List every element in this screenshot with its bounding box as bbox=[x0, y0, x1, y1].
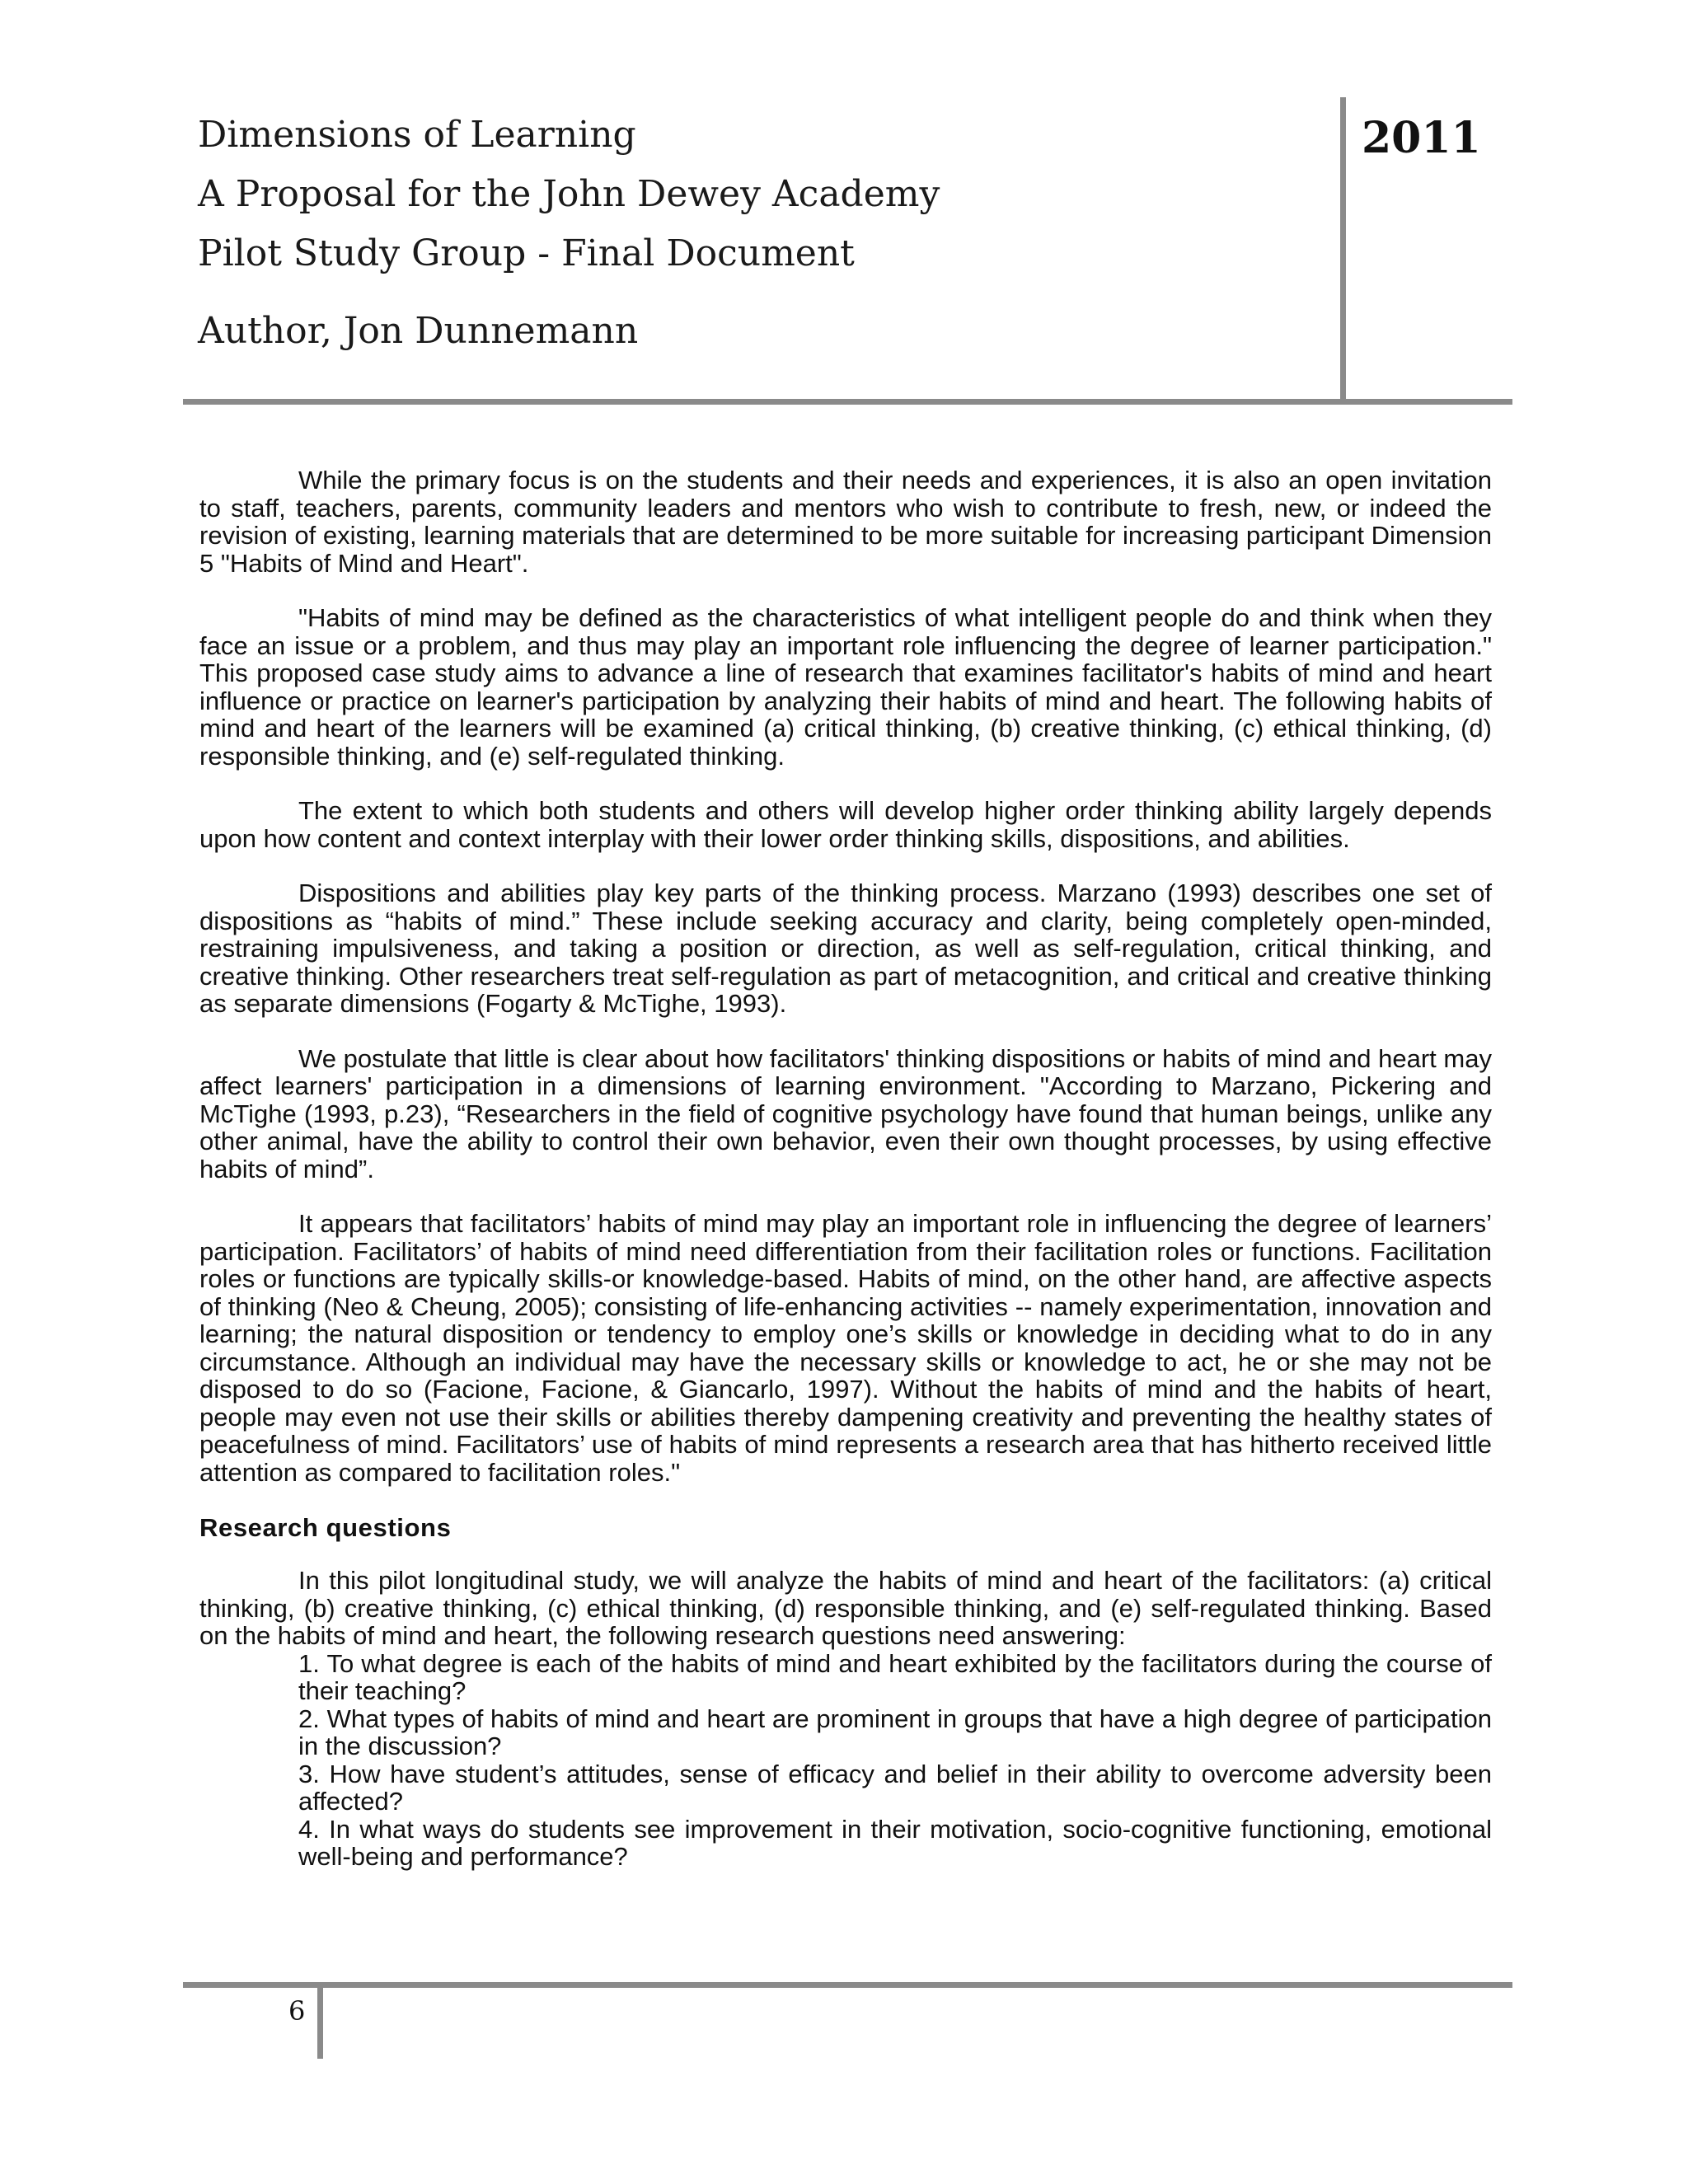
research-questions-list bbox=[199, 1650, 1492, 1871]
research-question-item: 2. What types of habits of mind and heart are prominent in groups that have a high degree of participation in the discussion? bbox=[298, 1704, 1492, 1760]
document-author: Author, Jon Dunnemann bbox=[198, 310, 639, 352]
body-paragraph-6: It appears that facilitators’ habits of mind may play an important role in influencing the degree of learners’ participation. Facilitators’ of habits of mind need differentiation from their facilitation roles or functions. Facilitation roles or functions are typically skills-or knowledge-based. Habits of mind, on the other hand, are affective aspects of thinking (Neo & Cheung, 2005); consisting of life-enhancing activities -- namely experimentation, innovation and learning; the natural disposition or tendency to employ one’s skills or knowledge in deciding what to do in any circumstance. Although an individual may have the necessary skills or knowledge to act, he or she may not be disposed to do so (Facione, Facione, & Giancarlo, 1997). Without the habits of mind and the habits of heart, people may even not use their skills or abilities thereby dampening creativity and preventing the healthy states of peacefulness of mind. Facilitators’ use of habits of mind represents a research area that has hitherto received little attention as compared to facilitation roles." bbox=[199, 1209, 1492, 1487]
body-paragraph-5: We postulate that little is clear about how facilitators' thinking dispositions or habits of mind and heart may affect learners' participation in a dimensions of learning environment. "According to Marzano, Pickering and McTighe (1993, p.23), “Researchers in the field of cognitive psychology have found that human beings, unlike any other animal, have the ability to control their own behavior, even their own thought processes, by using effective habits of mind”. bbox=[199, 1043, 1492, 1183]
page-number: 6 bbox=[288, 1995, 306, 2027]
research-question-item: 4. In what ways do students see improvement in their motivation, socio-cognitive functioning, emotional well-being and performance? bbox=[298, 1814, 1492, 1871]
research-question-item: 3. How have student’s attitudes, sense of efficacy and belief in their ability to overcome adversity been affected? bbox=[298, 1759, 1492, 1816]
body-paragraph-4: Dispositions and abilities play key parts of the thinking process. Marzano (1993) describes one set of dispositions as “habits of mind.” These include seeking accuracy and clarity, being completely open-minded, restraining impulsiveness, and taking a position or direction, as well as self-regulation, critical thinking, and creative thinking. Other researchers treat self-regulation as part of metacognition, and critical and creative thinking as separate dimensions (Fogarty & McTighe, 1993). bbox=[199, 879, 1492, 1018]
header-horizontal-rule bbox=[183, 399, 1512, 405]
body-paragraph-2: "Habits of mind may be defined as the characteristics of what intelligent people do and think when they face an issue or a problem, and thus may play an important role influencing the degree of learner participation." This proposed case study aims to advance a line of research that examines facilitator's habits of mind and heart influence or practice on learner's participation by analyzing their habits of mind and heart. The following habits of mind and heart of the learners will be examined (a) critical thinking, (b) creative thinking, (c) ethical thinking, (d) responsible thinking, and (e) self-regulated thinking. bbox=[199, 603, 1492, 771]
document-header bbox=[198, 105, 1311, 361]
body-paragraph-3: The extent to which both students and others will develop higher order thinking ability largely depends upon how content and context interplay with their lower order thinking skills, dispositions, and abilities. bbox=[199, 796, 1492, 853]
document-title-line-1: Dimensions of Learning bbox=[198, 114, 636, 156]
section-intro-paragraph: In this pilot longitudinal study, we will analyze the habits of mind and heart of the facilitators: (a) critical thinking, (b) creative thinking, (c) ethical thinking, (d) responsible thinking, and (e) self-regulated thinking. Based on the habits of mind and heart, the following research questions need answering: bbox=[199, 1566, 1492, 1650]
document-body bbox=[199, 466, 1492, 1871]
document-year: 2011 bbox=[1362, 113, 1481, 163]
section-heading-research-questions: Research questions bbox=[199, 1513, 452, 1542]
document-title-line-2: A Proposal for the John Dewey Academy bbox=[198, 173, 940, 215]
footer-horizontal-rule bbox=[183, 1982, 1512, 1988]
body-paragraph-1: While the primary focus is on the students and their needs and experiences, it is also an open invitation to staff, teachers, parents, community leaders and mentors who wish to contribute to fresh, new, or indeed the revision of existing, learning materials that are determined to be more suitable for increasing participant Dimension 5 "Habits of Mind and Heart". bbox=[199, 466, 1493, 578]
header-vertical-rule bbox=[1340, 97, 1346, 402]
footer-vertical-rule bbox=[317, 1986, 323, 2059]
document-title-line-3: Pilot Study Group - Final Document bbox=[198, 232, 855, 274]
research-question-item: 1. To what degree is each of the habits of mind and heart exhibited by the facilitators during the course of their teaching? bbox=[298, 1648, 1492, 1705]
